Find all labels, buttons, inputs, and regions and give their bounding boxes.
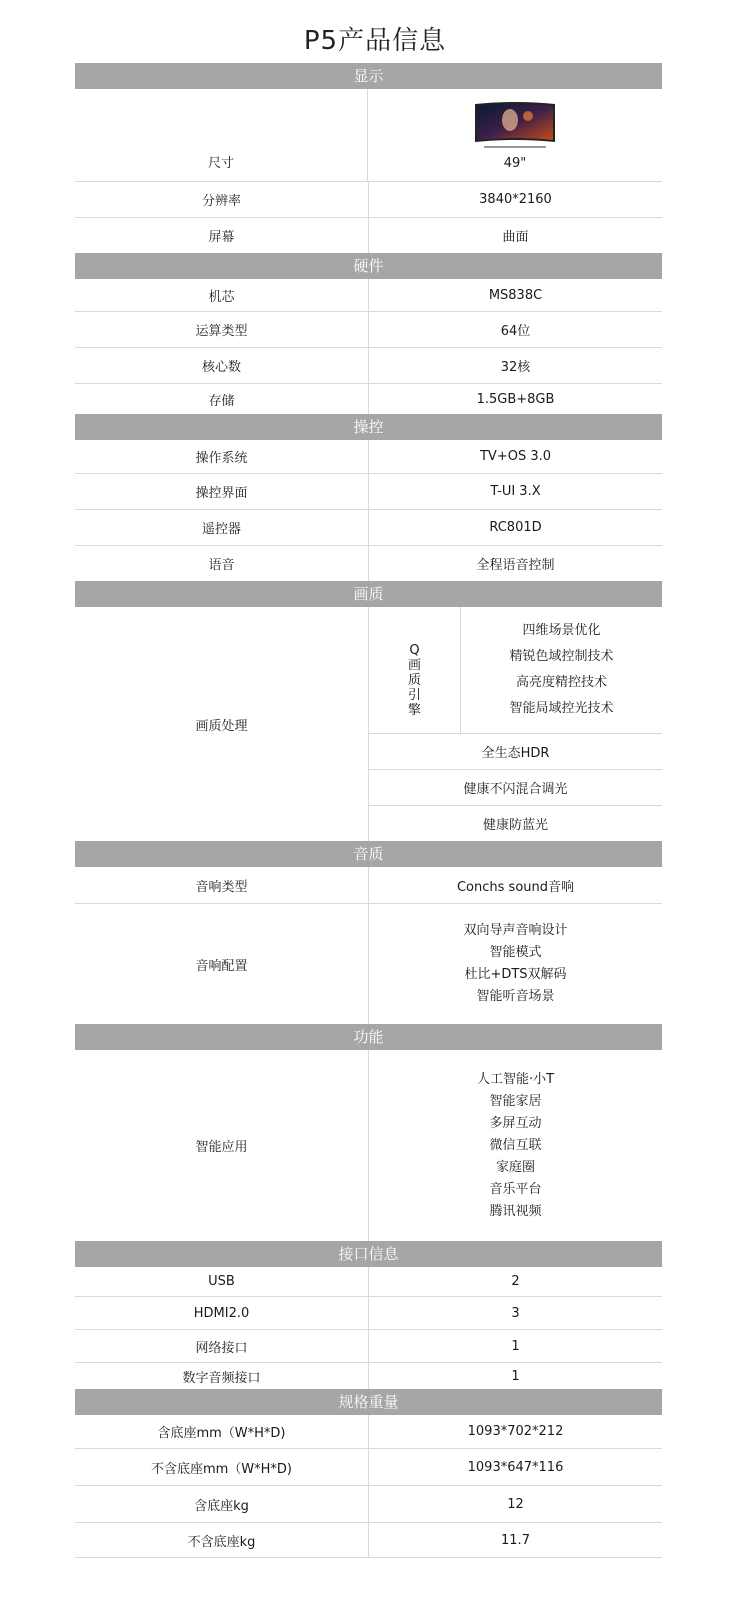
row-label: 含底座kg bbox=[75, 1486, 369, 1522]
row-label: 存储 bbox=[75, 384, 369, 414]
table-row bbox=[75, 510, 662, 546]
row-label: 音响类型 bbox=[75, 867, 369, 903]
row-value: 2 bbox=[511, 1274, 520, 1289]
table-row bbox=[75, 1330, 662, 1363]
list-item: 健康不闪混合调光 bbox=[369, 770, 662, 806]
table-row bbox=[75, 1486, 662, 1523]
row-value: 1 bbox=[511, 1368, 520, 1384]
row-label: 含底座mm（W*H*D) bbox=[75, 1415, 369, 1448]
table-row bbox=[75, 182, 662, 218]
row-value: 11.7 bbox=[501, 1532, 530, 1548]
table-row bbox=[75, 867, 662, 904]
table-row bbox=[75, 312, 662, 348]
table-row bbox=[75, 546, 662, 581]
table-row bbox=[75, 1449, 662, 1486]
section-header-display: 显示 bbox=[75, 63, 662, 89]
row-label: 网络接口 bbox=[75, 1330, 369, 1362]
table-row bbox=[75, 1267, 662, 1297]
list-item: 杜比+DTS双解码 bbox=[464, 967, 567, 982]
row-label: 智能应用 bbox=[75, 1050, 369, 1241]
table-row bbox=[75, 1415, 662, 1449]
list-item: 双向导声音响设计 bbox=[463, 923, 568, 938]
table-row bbox=[75, 440, 662, 474]
row-label: 数字音频接口 bbox=[75, 1363, 369, 1389]
row-label: 核心数 bbox=[75, 348, 369, 383]
section-header-specs: 规格重量 bbox=[75, 1389, 662, 1415]
list-item: 微信互联 bbox=[489, 1137, 542, 1153]
row-value: T-UI 3.X bbox=[490, 484, 541, 499]
list-item: 智能家居 bbox=[489, 1093, 542, 1109]
features-list bbox=[477, 1069, 554, 1223]
list-item: 智能听音场景 bbox=[476, 989, 555, 1004]
section-header-picture: 画质 bbox=[75, 581, 662, 607]
row-label: HDMI2.0 bbox=[75, 1297, 369, 1329]
row-label: 机芯 bbox=[75, 279, 369, 311]
row-value: Conchs sound音响 bbox=[456, 879, 575, 895]
table-row bbox=[75, 1523, 662, 1558]
row-label: 尺寸 bbox=[75, 89, 368, 181]
table-row bbox=[75, 607, 662, 841]
row-label: 屏幕 bbox=[75, 218, 369, 253]
row-value: 1 bbox=[511, 1338, 520, 1354]
picture-engine-block bbox=[369, 607, 662, 734]
table-row bbox=[75, 348, 662, 384]
list-item: 健康防蓝光 bbox=[482, 818, 548, 833]
table-row bbox=[75, 1297, 662, 1330]
table-row bbox=[75, 89, 662, 182]
table-row bbox=[75, 1363, 662, 1389]
row-label: USB bbox=[75, 1267, 369, 1296]
engine-items bbox=[461, 607, 662, 733]
section-header-audio: 音质 bbox=[75, 841, 662, 867]
row-value: 3840*2160 bbox=[479, 192, 552, 207]
list-item: 家庭圈 bbox=[495, 1159, 535, 1175]
row-value: 全程语音控制 bbox=[476, 558, 555, 573]
page-title: P5产品信息 bbox=[303, 26, 447, 56]
list-item: 高亮度精控技术 bbox=[515, 675, 607, 690]
row-value: 12 bbox=[507, 1496, 524, 1512]
row-label: 音响配置 bbox=[75, 904, 369, 1024]
section-header-hardware: 硬件 bbox=[75, 253, 662, 279]
list-item: 全生态HDR bbox=[369, 734, 662, 770]
row-value: 3 bbox=[511, 1305, 520, 1321]
row-value: RC801D bbox=[489, 520, 542, 535]
list-item: 四维场景优化 bbox=[522, 623, 601, 638]
section-header-ports: 接口信息 bbox=[75, 1241, 662, 1267]
table-row bbox=[75, 904, 662, 1024]
list-item: 智能局域控光技术 bbox=[509, 701, 614, 716]
table-row bbox=[75, 218, 662, 253]
section-header-features: 功能 bbox=[75, 1024, 662, 1050]
row-value: MS838C bbox=[488, 287, 543, 303]
table-row bbox=[75, 279, 662, 312]
audio-config-list bbox=[463, 920, 567, 1008]
row-label: 运算类型 bbox=[75, 312, 369, 347]
row-label: 语音 bbox=[75, 546, 369, 581]
tv-image bbox=[472, 100, 558, 152]
row-label: 操控界面 bbox=[75, 474, 369, 509]
row-label: 遥控器 bbox=[75, 510, 369, 545]
table-row bbox=[75, 474, 662, 510]
list-item: 音乐平台 bbox=[489, 1181, 542, 1197]
row-value: 曲面 bbox=[502, 230, 529, 245]
list-item: 多屏互动 bbox=[489, 1115, 542, 1131]
row-value: 1093*702*212 bbox=[467, 1424, 564, 1439]
size-value: 49" bbox=[503, 156, 527, 171]
spec-table bbox=[75, 63, 662, 1558]
row-value: 1093*647*116 bbox=[467, 1459, 564, 1475]
row-label: 操作系统 bbox=[75, 440, 369, 473]
row-value: 32核 bbox=[500, 360, 531, 375]
engine-label: Q 画 质 引 擎 bbox=[369, 607, 461, 733]
row-label: 不含底座kg bbox=[75, 1523, 369, 1557]
table-row bbox=[75, 384, 662, 414]
row-label: 不含底座mm（W*H*D) bbox=[75, 1449, 369, 1485]
row-value: TV+OS 3.0 bbox=[479, 449, 552, 464]
row-value: 64位 bbox=[500, 324, 531, 339]
list-item: 人工智能·小T bbox=[476, 1071, 555, 1087]
row-value: 1.5GB+8GB bbox=[476, 391, 555, 407]
list-item: 精锐色域控制技术 bbox=[509, 649, 614, 664]
row-label: 分辨率 bbox=[75, 182, 369, 217]
table-row bbox=[75, 1050, 662, 1241]
list-item: 腾讯视频 bbox=[489, 1203, 542, 1219]
row-label: 画质处理 bbox=[75, 607, 369, 841]
section-header-control: 操控 bbox=[75, 414, 662, 440]
list-item: 智能模式 bbox=[489, 945, 542, 960]
